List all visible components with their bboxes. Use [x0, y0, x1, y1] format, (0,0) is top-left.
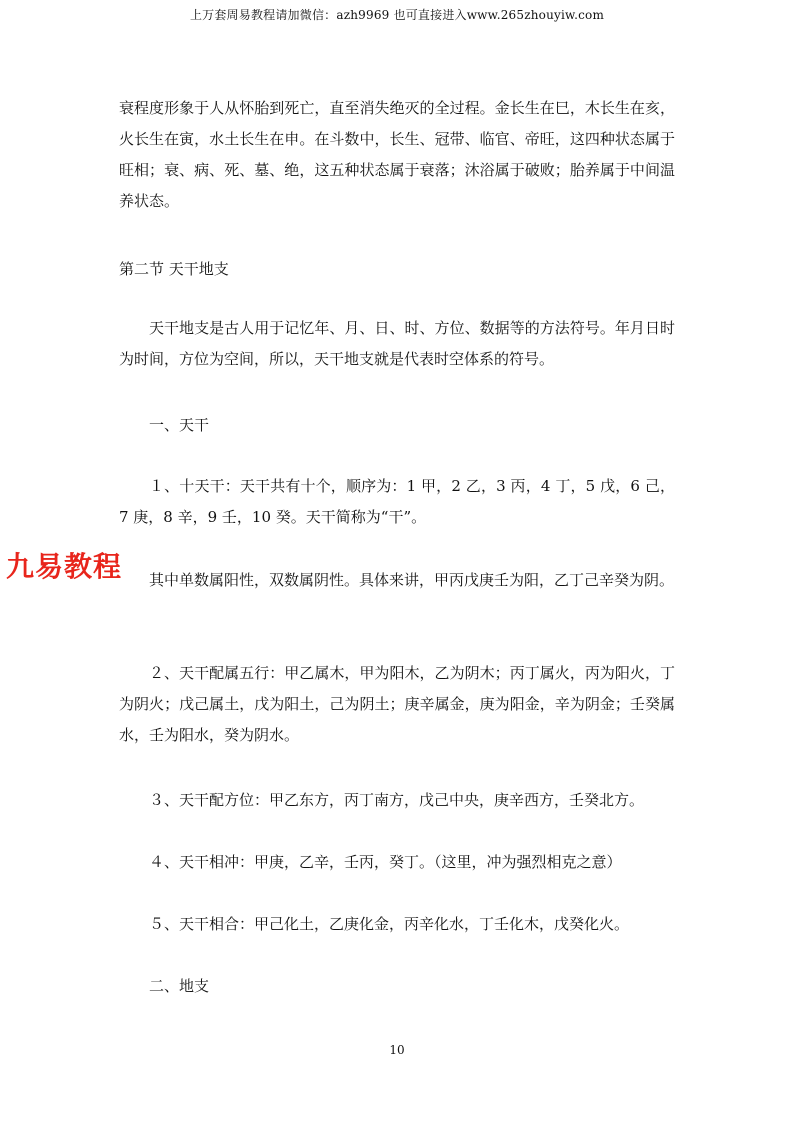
- dizhi-heading: 二、地支: [149, 977, 210, 995]
- tiangan-yinyang-paragraph: 其中单数属阳性，双数属阴性。具体来讲，甲丙戊庚壬为阳，乙丁己辛癸为阴。: [149, 571, 675, 589]
- watermark-logo: 九易教程: [6, 550, 123, 583]
- section-title: 第二节 天干地支: [119, 260, 229, 278]
- tiangan-item-4: ４、天干相冲：甲庚，乙辛，壬丙，癸丁。（这里，冲为强烈相克之意）: [149, 853, 622, 871]
- section-intro-paragraph: 天干地支是古人用于记忆年、月、日、时、方位、数据等的方法符号。年月日时为时间，方位为空间，所以，天干地支就是代表时空体系的符号。: [119, 319, 675, 368]
- tiangan-item-3: ３、天干配方位：甲乙东方，丙丁南方，戊己中央，庚辛西方，壬癸北方。: [149, 791, 645, 809]
- page-number: 10: [389, 1043, 405, 1057]
- tiangan-item-2: ２、天干配属五行：甲乙属木，甲为阳木，乙为阴木；丙丁属火，丙为阳火，丁为阴火；戊己属土，戊为阳土，己为阴土；庚辛属金，庚为阳金，辛为阴金；壬癸属水，壬为阳水，癸为阴水。: [119, 664, 675, 744]
- tiangan-item-5: ５、天干相合：甲己化土，乙庚化金，丙辛化水，丁壬化木，戊癸化火。: [149, 915, 630, 933]
- tiangan-item-1: １、十天干：天干共有十个，顺序为：1 甲，2 乙，3 丙，4 丁，5 戊，6 己，7 庚，8 辛，9 壬，10 癸。天干简称为“干”。: [119, 477, 675, 526]
- page-header: 上万套周易教程请加微信：azh9969 也可直接进入www.265zhouyiw.com: [189, 8, 605, 22]
- tiangan-heading: 一、天干: [149, 416, 210, 434]
- intro-paragraph: 衰程度形象于人从怀胎到死亡，直至消失绝灭的全过程。金长生在巳，木长生在亥，火长生在寅，水土长生在申。在斗数中，长生、冠带、临官、帝旺，这四种状态属于旺相；衰、病、死、墓、绝，这五种状态属于衰落；沐浴属于破败；胎养属于中间温养状态。: [119, 99, 675, 210]
